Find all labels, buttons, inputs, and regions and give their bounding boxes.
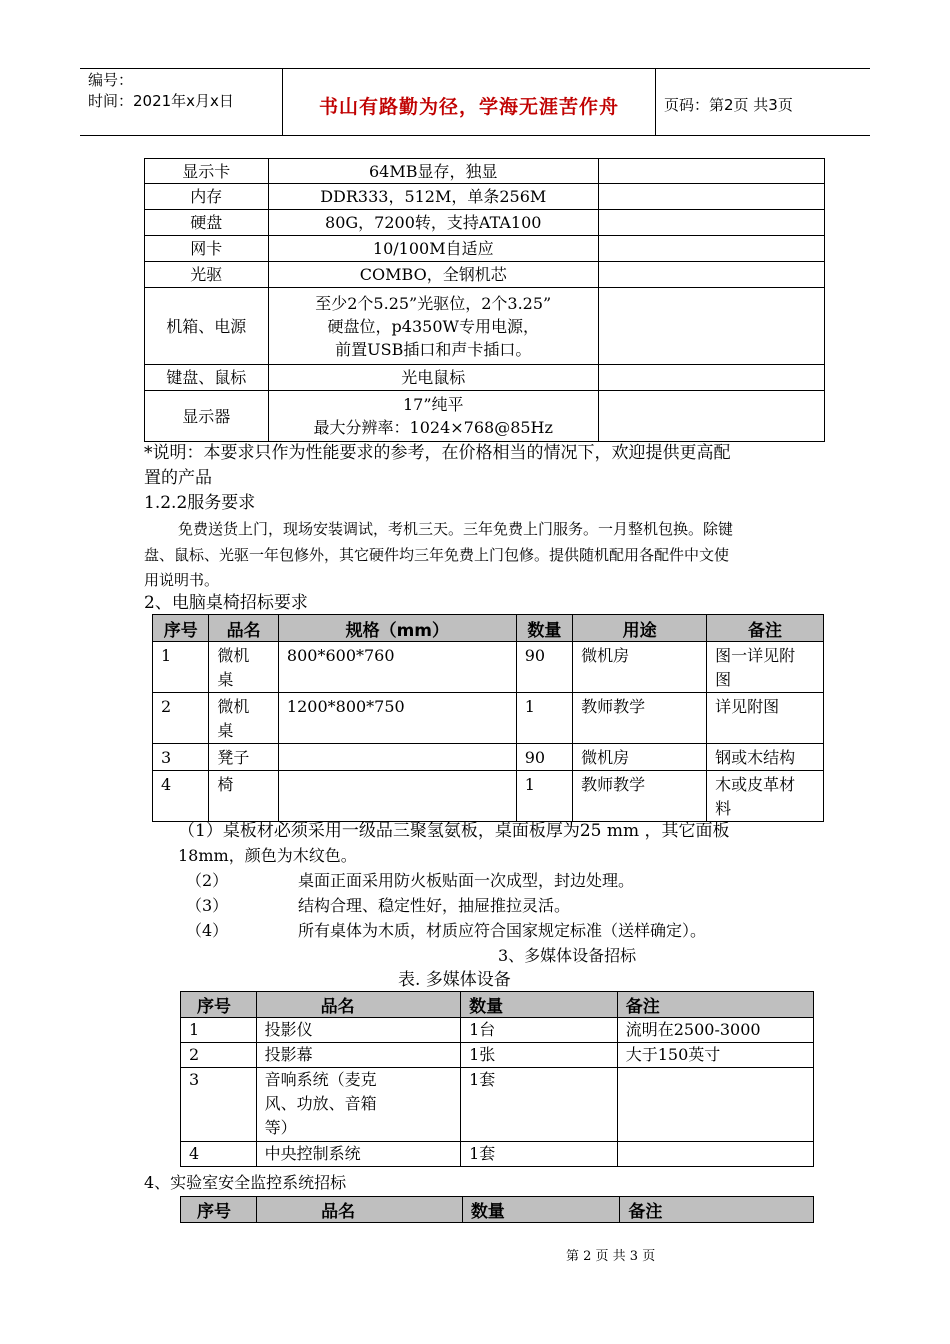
table-row xyxy=(153,744,824,771)
item-name-cell xyxy=(209,693,279,744)
requirement-4-number: （4） xyxy=(186,921,229,940)
furniture-table xyxy=(152,614,824,822)
spec-cell: 1200*800*750 xyxy=(278,693,516,744)
table-row xyxy=(181,1018,814,1043)
item-name-cell xyxy=(209,744,279,771)
section-3-title: 3、多媒体设备招标 xyxy=(498,946,637,965)
remark-line: 木或皮革材 xyxy=(715,775,796,794)
table-row xyxy=(181,1142,814,1167)
spec-value-cell: DDR333，512M，单条256M xyxy=(268,184,598,210)
column-header: 备注 xyxy=(620,1197,814,1223)
requirement-1-line-1: （1）桌板材必须采用一级品三聚氢氨板，桌面板厚为25 mm ，其它面板 xyxy=(178,821,730,841)
spec-name-cell: 键盘、鼠标 xyxy=(145,365,269,391)
column-header: 品名 xyxy=(257,1197,463,1223)
requirement-4-text: 所有桌体为木质，材质应符合国家规定标准（送样确定）。 xyxy=(298,921,707,940)
header-motto: 书山有路勤为径，学海无涯苦作舟 xyxy=(318,95,619,118)
quantity-cell: 1套 xyxy=(461,1068,618,1142)
usage-cell: 微机房 xyxy=(573,744,707,771)
table-row xyxy=(153,642,824,693)
page-footer: 第 2 页 共 3 页 xyxy=(566,1249,656,1264)
table-row xyxy=(145,391,825,442)
requirement-2-text: 桌面正面采用防火板贴面一次成型，封边处理。 xyxy=(298,871,635,890)
column-header: 数量 xyxy=(462,1197,620,1223)
column-header: 规格（mm） xyxy=(278,615,516,642)
row-number-cell: 4 xyxy=(153,771,209,822)
column-header: 备注 xyxy=(617,992,813,1018)
quantity-cell: 1张 xyxy=(461,1043,618,1068)
spec-value-cell: 64MB显存，独显 xyxy=(268,159,598,184)
spec-value-cell xyxy=(268,288,598,365)
spec-note-cell xyxy=(598,184,824,210)
item-name-line: 投影幕 xyxy=(264,1045,313,1064)
spec-value-cell: 光电鼠标 xyxy=(268,365,598,391)
column-header: 数量 xyxy=(461,992,618,1018)
service-para-line-2: 盘、鼠标、光驱一年包修外，其它硬件均三年免费上门包修。提供随机配用各配件中文使 xyxy=(144,546,730,564)
spec-name-cell: 光驱 xyxy=(145,262,269,288)
column-header: 品名 xyxy=(209,615,279,642)
spec-name-cell: 硬盘 xyxy=(145,210,269,236)
spec-value-line: 17”纯平 xyxy=(402,395,464,414)
spec-value-cell: COMBO，全钢机芯 xyxy=(268,262,598,288)
table-row xyxy=(153,693,824,744)
multimedia-table-caption: 表. 多媒体设备 xyxy=(398,970,511,990)
spec-name-cell: 显示器 xyxy=(145,391,269,442)
column-header: 序号 xyxy=(153,615,209,642)
usage-cell: 教师教学 xyxy=(573,771,707,822)
table-row xyxy=(145,365,825,391)
spec-value-line: 前置USB插口和声卡插口。 xyxy=(335,339,532,359)
spec-cell: 800*600*760 xyxy=(278,642,516,693)
quantity-cell: 1 xyxy=(516,771,572,822)
item-name-cell xyxy=(256,1142,460,1167)
remark-cell xyxy=(707,771,824,822)
quantity-cell: 90 xyxy=(516,642,572,693)
header-time-label: 时间：2021年x月x日 xyxy=(88,92,234,110)
header-number-label: 编号： xyxy=(88,71,134,89)
item-name-line: 微机 xyxy=(217,697,250,716)
column-header: 序号 xyxy=(181,1197,257,1223)
spec-note-cell xyxy=(598,159,824,184)
monitoring-table xyxy=(180,1196,814,1223)
spec-value-line: 硬盘位，p4350W专用电源， xyxy=(327,316,539,336)
column-header: 序号 xyxy=(181,992,257,1018)
requirement-1-line-2: 18mm，颜色为木纹色。 xyxy=(178,846,357,865)
spec-name-cell: 机箱、电源 xyxy=(145,288,269,365)
requirement-3-text: 结构合理、稳定性好，抽屉推拉灵活。 xyxy=(298,896,571,915)
remark-line: 钢或木结构 xyxy=(715,748,796,767)
table-row xyxy=(181,1043,814,1068)
header-bottom-rule xyxy=(80,135,870,136)
table-row xyxy=(145,210,825,236)
item-name-line: 桌 xyxy=(217,670,234,689)
remark-cell xyxy=(707,744,824,771)
row-number-cell: 1 xyxy=(153,642,209,693)
table-row xyxy=(153,771,824,822)
item-name-cell xyxy=(209,642,279,693)
item-name-cell xyxy=(256,1043,460,1068)
spec-note-cell xyxy=(598,288,824,365)
remark-line: 图 xyxy=(715,670,732,689)
table-row xyxy=(145,262,825,288)
section-4-title: 4、实验室安全监控系统招标 xyxy=(144,1173,347,1192)
section-122-title: 1.2.2服务要求 xyxy=(144,493,256,513)
remark-line: 详见附图 xyxy=(715,697,780,716)
spec-name-cell: 显示卡 xyxy=(145,159,269,184)
header-meta xyxy=(88,70,234,112)
spec-cell xyxy=(278,771,516,822)
table-row xyxy=(145,184,825,210)
remark-cell xyxy=(617,1068,813,1142)
row-number-cell: 2 xyxy=(153,693,209,744)
row-number-cell: 3 xyxy=(153,744,209,771)
table-row xyxy=(145,236,825,262)
hardware-spec-table xyxy=(144,158,825,442)
column-header: 用途 xyxy=(573,615,707,642)
header-page-label: 页码：第2页 共3页 xyxy=(664,96,793,114)
column-header: 品名 xyxy=(256,992,460,1018)
remark-line: 料 xyxy=(715,799,732,818)
spec-value-line: 至少2个5.25”光驱位，2个3.25” xyxy=(315,293,552,313)
item-name-line: 椅 xyxy=(217,775,234,794)
item-name-line: 等） xyxy=(264,1118,297,1137)
row-number-cell: 2 xyxy=(181,1043,257,1068)
item-name-line: 桌 xyxy=(217,721,234,740)
spec-value-cell: 10/100M自适应 xyxy=(268,236,598,262)
table-header-row xyxy=(181,1197,814,1223)
item-name-line: 凳子 xyxy=(217,748,250,767)
spec-cell xyxy=(278,744,516,771)
spec-name-cell: 网卡 xyxy=(145,236,269,262)
requirement-3-number: （3） xyxy=(186,896,229,915)
remark-line: 图一详见附 xyxy=(715,646,796,665)
usage-cell: 微机房 xyxy=(573,642,707,693)
spec-note-cell xyxy=(598,391,824,442)
header-divider-right xyxy=(655,68,656,136)
table-row xyxy=(181,1068,814,1142)
note-line-2: 置的产品 xyxy=(144,468,212,488)
spec-value-cell: 80G，7200转，支持ATA100 xyxy=(268,210,598,236)
requirement-2-number: （2） xyxy=(186,871,229,890)
table-row xyxy=(145,288,825,365)
spec-note-cell xyxy=(598,262,824,288)
spec-value-line: 最大分辨率：1024×768@85Hz xyxy=(313,418,553,437)
usage-cell: 教师教学 xyxy=(573,693,707,744)
spec-name-cell: 内存 xyxy=(145,184,269,210)
remark-cell xyxy=(707,693,824,744)
item-name-line: 中央控制系统 xyxy=(264,1144,361,1163)
header-top-rule xyxy=(80,68,870,69)
remark-cell: 流明在2500-3000 xyxy=(617,1018,813,1043)
item-name-cell xyxy=(256,1068,460,1142)
column-header: 数量 xyxy=(516,615,572,642)
item-name-line: 音响系统（麦克 xyxy=(264,1070,377,1089)
item-name-cell xyxy=(256,1018,460,1043)
header-divider-left xyxy=(282,68,283,136)
row-number-cell: 4 xyxy=(181,1142,257,1167)
quantity-cell: 1 xyxy=(516,693,572,744)
item-name-line: 微机 xyxy=(217,646,250,665)
spec-note-cell xyxy=(598,365,824,391)
note-line-1: *说明：本要求只作为性能要求的参考，在价格相当的情况下，欢迎提供更高配 xyxy=(144,443,731,463)
remark-cell xyxy=(707,642,824,693)
row-number-cell: 1 xyxy=(181,1018,257,1043)
table-header-row xyxy=(153,615,824,642)
table-row xyxy=(145,159,825,184)
spec-note-cell xyxy=(598,210,824,236)
row-number-cell: 3 xyxy=(181,1068,257,1142)
spec-note-cell xyxy=(598,236,824,262)
quantity-cell: 1套 xyxy=(461,1142,618,1167)
service-para-line-1: 免费送货上门，现场安装调试，考机三天。三年免费上门服务。一月整机包换。除键 xyxy=(178,520,734,538)
remark-cell xyxy=(617,1142,813,1167)
quantity-cell: 90 xyxy=(516,744,572,771)
item-name-line: 风、功放、音箱 xyxy=(264,1094,377,1113)
multimedia-table xyxy=(180,991,814,1167)
service-para-line-3: 用说明书。 xyxy=(144,571,220,589)
item-name-line: 投影仪 xyxy=(264,1020,313,1039)
remark-cell: 大于150英寸 xyxy=(617,1043,813,1068)
table-header-row xyxy=(181,992,814,1018)
spec-value-cell xyxy=(268,391,598,442)
section-2-title: 2、电脑桌椅招标要求 xyxy=(144,593,308,613)
item-name-cell xyxy=(209,771,279,822)
quantity-cell: 1台 xyxy=(461,1018,618,1043)
column-header: 备注 xyxy=(707,615,824,642)
